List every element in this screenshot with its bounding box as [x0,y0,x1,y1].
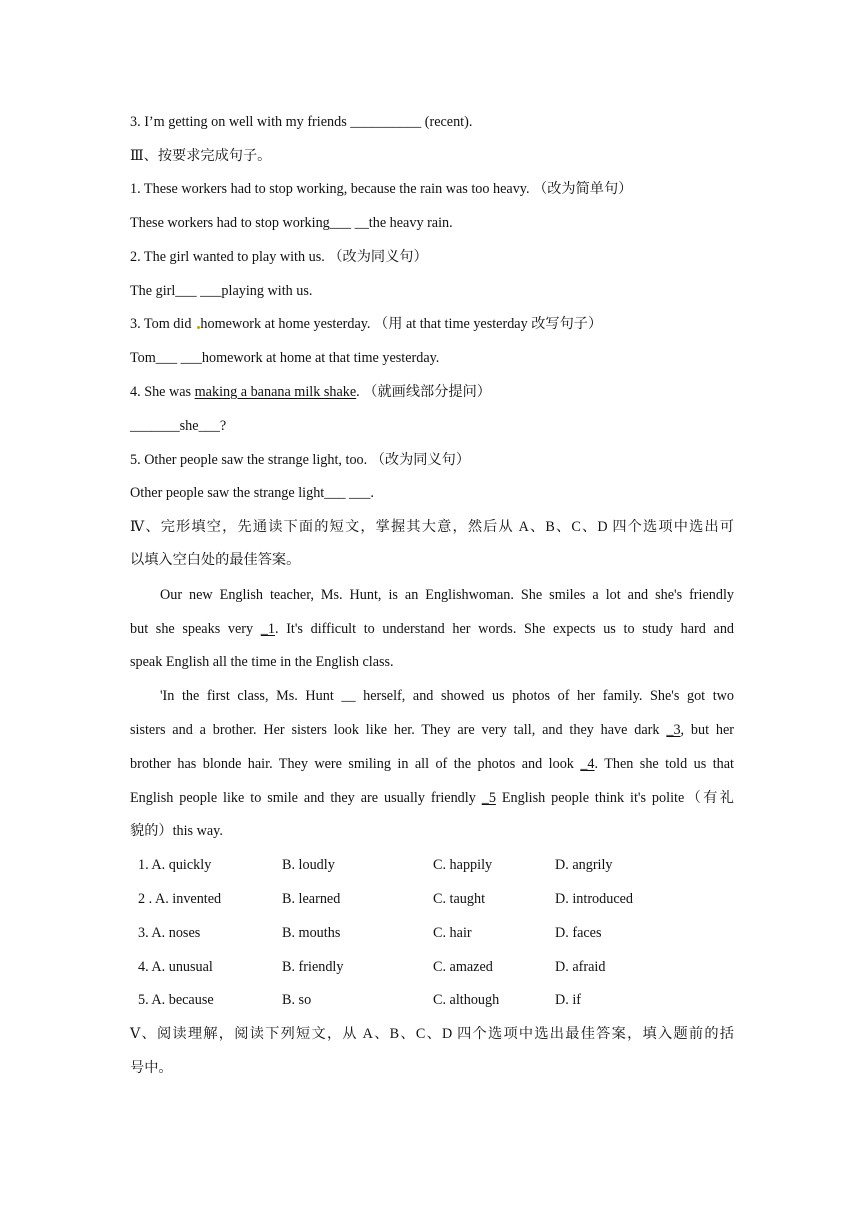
question-4-start: 4. She was [130,384,195,400]
section-5-heading-cont: 号中。 [130,1060,173,1076]
blank-5: _5 [481,790,496,806]
option-a: 5. A. because [138,992,214,1008]
answer-3: Tom___ ___homework at home at that time yesterday. [130,350,440,366]
passage-line [130,720,734,740]
option-c: C. hair [433,925,472,941]
option-d: D. introduced [555,891,634,907]
question-4-rest: . （就画线部分提问） [356,384,491,400]
passage-line [130,788,734,808]
passage-text: English people like to smile and they are usually friendly [130,790,482,806]
passage-line [130,754,734,774]
section-4-heading-cont: 以填入空白处的最佳答案。 [130,552,301,568]
passage-line: speak English all the time in the English class. [130,654,394,670]
question-4 [130,382,734,402]
passage-text: . It's difficult to understand her words. She expects us to study hard and [274,621,735,637]
option-b: B. friendly [282,959,344,975]
answer-4: _______she___? [130,418,227,434]
passage-text: brother has blonde hair. They were smiling in all of the photos and look [130,756,581,772]
answer-5: Other people saw the strange light___ ___. [130,485,374,501]
option-c: C. amazed [433,959,493,975]
question-5: 5. Other people saw the strange light, too. （改为同义句） [130,452,471,468]
question-3-rest: homework at home yesterday. （用 at that time yesterday 改写句子） [200,316,603,332]
section-4-heading: Ⅳ、完形填空，先通读下面的短文，掌握其大意，然后从 A、B、C、D 四个选项中选出可 [130,519,734,535]
passage-text: sisters and a brother. Her sisters look like her. They are very tall, and they have dark [130,722,667,738]
question-3-start: 3. Tom did [130,316,192,332]
answer-2: The girl___ ___playing with us. [130,283,313,299]
answer-1: These workers had to stop working___ __the heavy rain. [130,215,453,231]
passage-line: 貌的）this way. [130,823,223,839]
question-2: 2. The girl wanted to play with us. （改为同义句） [130,249,428,265]
option-a: 4. A. unusual [138,959,213,975]
passage-text: . Then she told us that [594,756,734,772]
passage-line: Our new English teacher, Ms. Hunt, is an Englishwoman. She smiles a lot and she's friendly [160,587,734,603]
option-a: 2 . A. invented [138,891,222,907]
passage-text: , but her [680,722,734,738]
underlined-phrase: making a banana milk shake [194,384,357,400]
blank-3: _3 [666,722,681,738]
option-b: B. mouths [282,925,341,941]
option-d: D. if [555,992,582,1008]
passage-line: 'In the first class, Ms. Hunt __ herself, and showed us photos of her family. She's got two [160,688,734,704]
option-a: 1. A. quickly [138,857,212,873]
passage-line [130,619,734,639]
passage-text: but she speaks very [130,621,261,637]
blank-1: _1 [260,621,275,637]
option-c: C. taught [433,891,486,907]
option-c: C. although [433,992,500,1008]
option-a: 3. A. noses [138,925,201,941]
section-5-heading: Ⅴ、阅读理解，阅读下列短文，从 A、B、C、D 四个选项中选出最佳答案，填入题前的括 [130,1026,734,1042]
exercise-line: 3. I’m getting on well with my friends __________ (recent). [130,114,473,130]
option-d: D. afraid [555,959,606,975]
option-b: B. loudly [282,857,335,873]
option-c: C. happily [433,857,493,873]
blank-4: _4 [580,756,595,772]
section-3-heading: Ⅲ、按要求完成句子。 [130,148,272,164]
option-d: D. faces [555,925,602,941]
option-b: B. learned [282,891,341,907]
option-d: D. angrily [555,857,613,873]
passage-text: English people think it's polite（有礼 [495,790,734,806]
question-3 [130,314,734,334]
option-b: B. so [282,992,312,1008]
question-1: 1. These workers had to stop working, because the rain was too heavy. （改为简单句） [130,181,633,197]
